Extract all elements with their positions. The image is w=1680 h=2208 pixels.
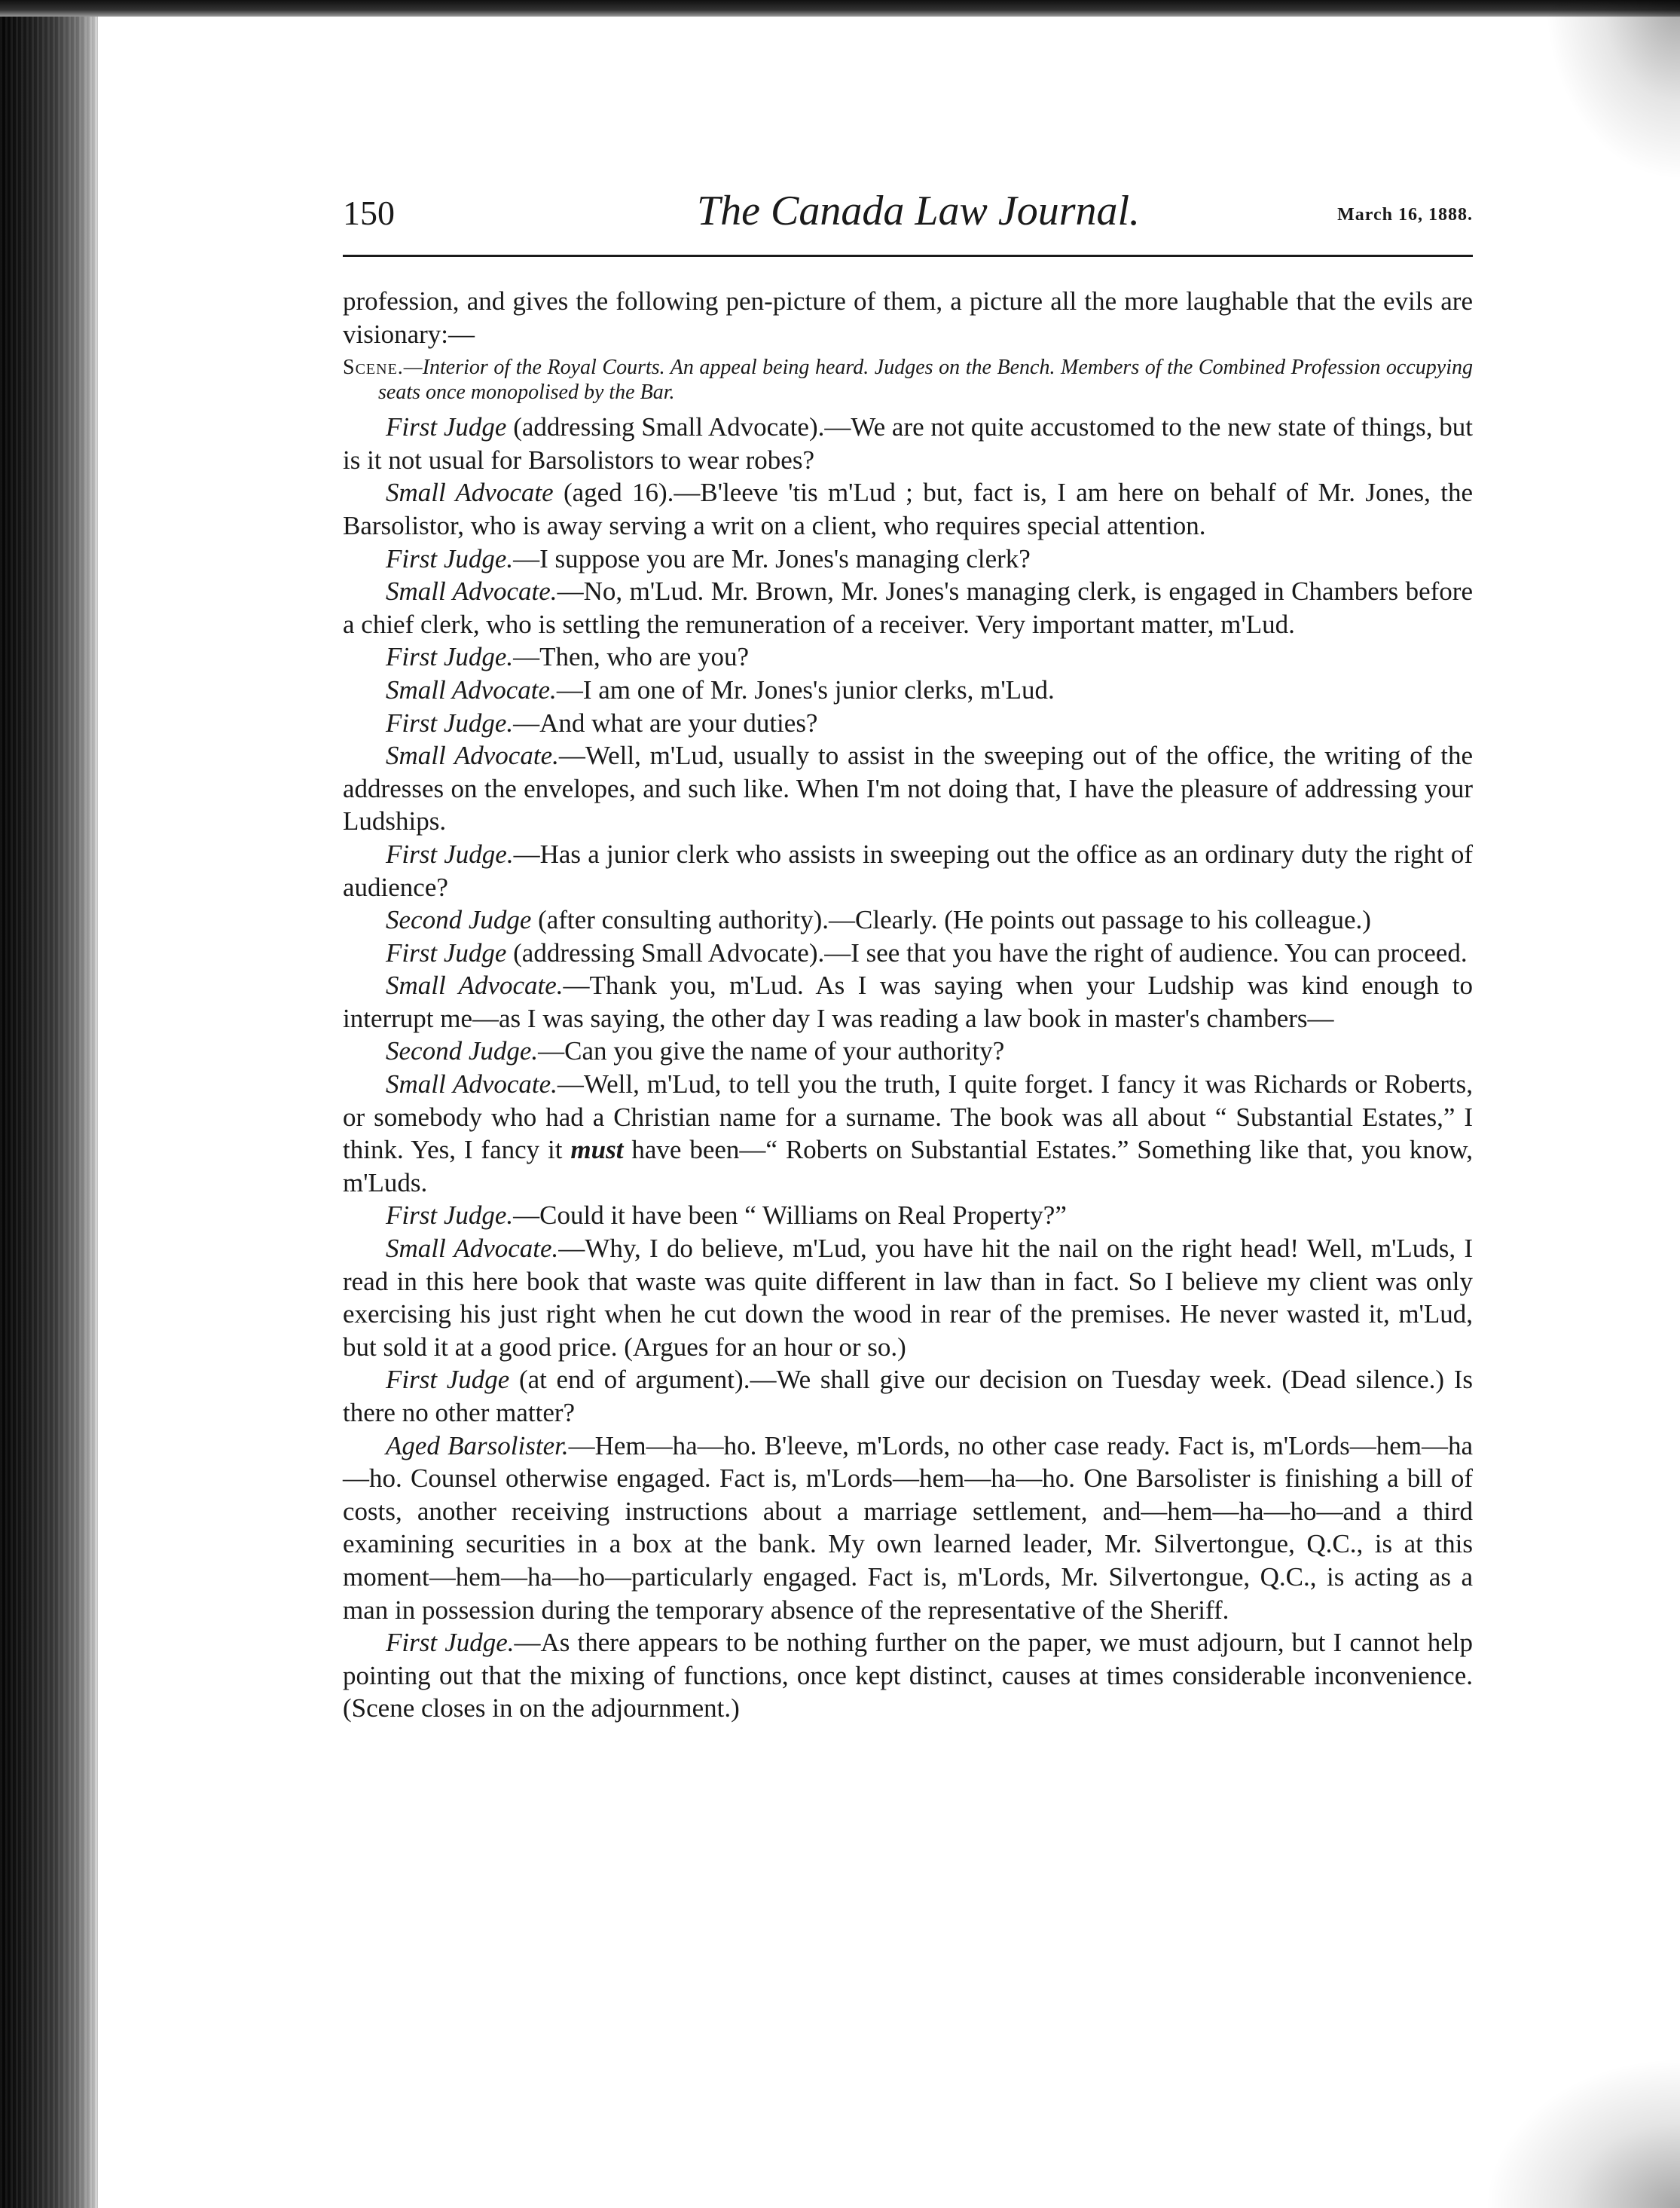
speaker: First Judge. [386,1628,515,1658]
page-header [343,187,1473,240]
speech: —Well, m'Lud, to tell you the truth, I quite forget. I fancy it was Richards or Roberts, or somebody who had a Christian name for a surname. The book was all about “ Substantial Estates,” I think. Yes, I fancy it [343,1069,1473,1165]
speech: —Thank you, m'Lud. As I was saying when your Ludship was kind enough to interrupt me—as I was saying, the other day I was reading a law book in master's chambers— [343,971,1473,1033]
scene-direction [343,355,1473,405]
speech: —Has a junior clerk who assists in sweeping out the office as an ordinary duty the right of audience? [343,839,1473,902]
dialogue-paragraph [343,739,1473,838]
dialogue-paragraph [343,1199,1473,1232]
speaker: First Judge [386,937,507,968]
speaker: Small Advocate. [386,1069,557,1099]
speaker: Small Advocate. [386,674,557,705]
speaker: First Judge. [386,1200,514,1231]
dialogue-paragraph [343,1626,1473,1725]
dialogue-paragraph [343,904,1473,937]
dialogue-paragraph [343,674,1473,707]
speaker: Aged Barsolister. [386,1430,569,1460]
scan-shadow-bottom-right [1484,2057,1680,2208]
speech: —No, m'Lud. Mr. Brown, Mr. Jones's managing clerk, is engaged in Chambers before a chief clerk, who is settling the remuneration of a receiver. Very important matter, m'Lud. [343,576,1473,639]
dialogue-paragraph [343,707,1473,740]
speech: —I am one of Mr. Jones's junior clerks, m'Lud. [556,674,1055,705]
dialogue-paragraph [343,543,1473,576]
dialogue-paragraph [343,641,1473,674]
speech: —Well, m'Lud, usually to assist in the sweeping out of the office, the writing of the addresses on the envelopes, and such like. When I'm not doing that, I have the pleasure of addressing your Ludships. [343,741,1473,836]
speaker: First Judge [386,1365,510,1395]
dialogue-paragraph [343,411,1473,476]
header-rule [343,255,1473,257]
speaker: First Judge [386,412,507,442]
journal-title: The Canada Law Journal. [697,188,1141,234]
speech: (addressing Small Advocate).—We are not quite accustomed to the new state of things, but is it not usual for Barsolistors to wear robes? [343,412,1473,475]
speaker: First Judge. [386,708,514,738]
dialogue-paragraph [343,838,1473,904]
speech: —Then, who are you? [513,642,750,672]
scan-shadow-top-right [1544,0,1680,181]
top-scan-edge [0,0,1680,17]
dialogue-paragraph [343,1068,1473,1199]
dialogue-paragraph [343,1430,1473,1627]
dialogue-paragraph [343,476,1473,542]
page-number: 150 [343,194,395,232]
speaker: Small Advocate. [386,741,559,771]
speaker: First Judge. [386,642,514,672]
speaker: First Judge. [386,543,514,573]
speech: (after consulting authority).—Clearly. (He points out passage to his colleague.) [531,905,1371,935]
speaker: Small Advocate. [386,1234,559,1264]
speaker: First Judge. [386,839,514,869]
dialogue-paragraph [343,1035,1473,1068]
emphasis: must [570,1135,624,1165]
dialogue-paragraph [343,1363,1473,1429]
speaker: Small Advocate. [386,576,557,607]
speech: —Could it have been “ Williams on Real Property?” [513,1200,1067,1231]
speech: —Can you give the name of your authority? [538,1036,1005,1066]
speech: (aged 16).—B'leeve 'tis m'Lud ; but, fact is, I am here on behalf of Mr. Jones, the Barsolistor, who is away serving a writ on a client, who requires special attention. [343,478,1473,540]
speech: —Hem—ha—ho. B'leeve, m'Lords, no other case ready. Fact is, m'Lords—hem—ha—ho. Counsel otherwise engaged. Fact is, m'Lords—hem—ha—ho. One Barsolister is finishing a bill of costs, another receiving instructions about a marriage settlement, and—hem—ha—ho—and a third examining securities in a box at the bank. My own learned leader, Mr. Silvertongue, Q.C., is at this moment—hem—ha—ho—particularly engaged. Fact is, m'Lords, Mr. Silvertongue, Q.C., is acting as a man in possession during the temporary absence of the representative of the Sheriff. [343,1430,1473,1625]
issue-date: March 16, 1888. [1337,205,1473,225]
speaker: Second Judge. [386,1036,539,1066]
dialogue-paragraph [343,575,1473,641]
speech: —As there appears to be nothing further on the paper, we must adjourn, but I cannot help pointing out that the mixing of functions, once kept distinct, causes at times considerable inconvenience. (Scene closes in on the adjournment.) [343,1628,1473,1723]
dialogue-paragraph [343,969,1473,1035]
speech: (addressing Small Advocate).—I see that you have the right of audience. You can proceed. [506,937,1468,968]
speech: —And what are your duties? [513,708,818,738]
speaker: Small Advocate. [386,971,564,1001]
article-body [343,285,1473,1725]
speech-continued: have been—“ Roberts on Substantial Estates.” Something like that, you know, m'Luds. [343,1135,1474,1197]
speech: (at end of argument).—We shall give our decision on Tuesday week. (Dead silence.) Is there no other matter? [343,1365,1473,1427]
speaker: Small Advocate [386,478,554,508]
binding-texture [0,0,98,2208]
dialogue-paragraph [343,1232,1473,1363]
speaker: Second Judge [386,905,532,935]
speech: —I suppose you are Mr. Jones's managing clerk? [513,543,1031,573]
scene-label: Scene. [343,356,404,380]
scene-text: —Interior of the Royal Courts. An appeal being heard. Judges on the Bench. Members of the Combined Profession occupying seats once monopolised by the Bar. [378,356,1473,405]
intro-paragraph: profession, and gives the following pen-picture of them, a picture all the more laughable that the evils are visionary:— [343,286,1473,349]
dialogue-paragraph [343,937,1473,970]
speech: —Why, I do believe, m'Lud, you have hit the nail on the right head! Well, m'Luds, I read in this here book that waste was quite different in law than in fact. So I believe my client was only exercising his just right when he cut down the wood in rear of the premises. He never wasted it, m'Lud, but sold it at a good price. (Argues for an hour or so.) [343,1234,1473,1362]
